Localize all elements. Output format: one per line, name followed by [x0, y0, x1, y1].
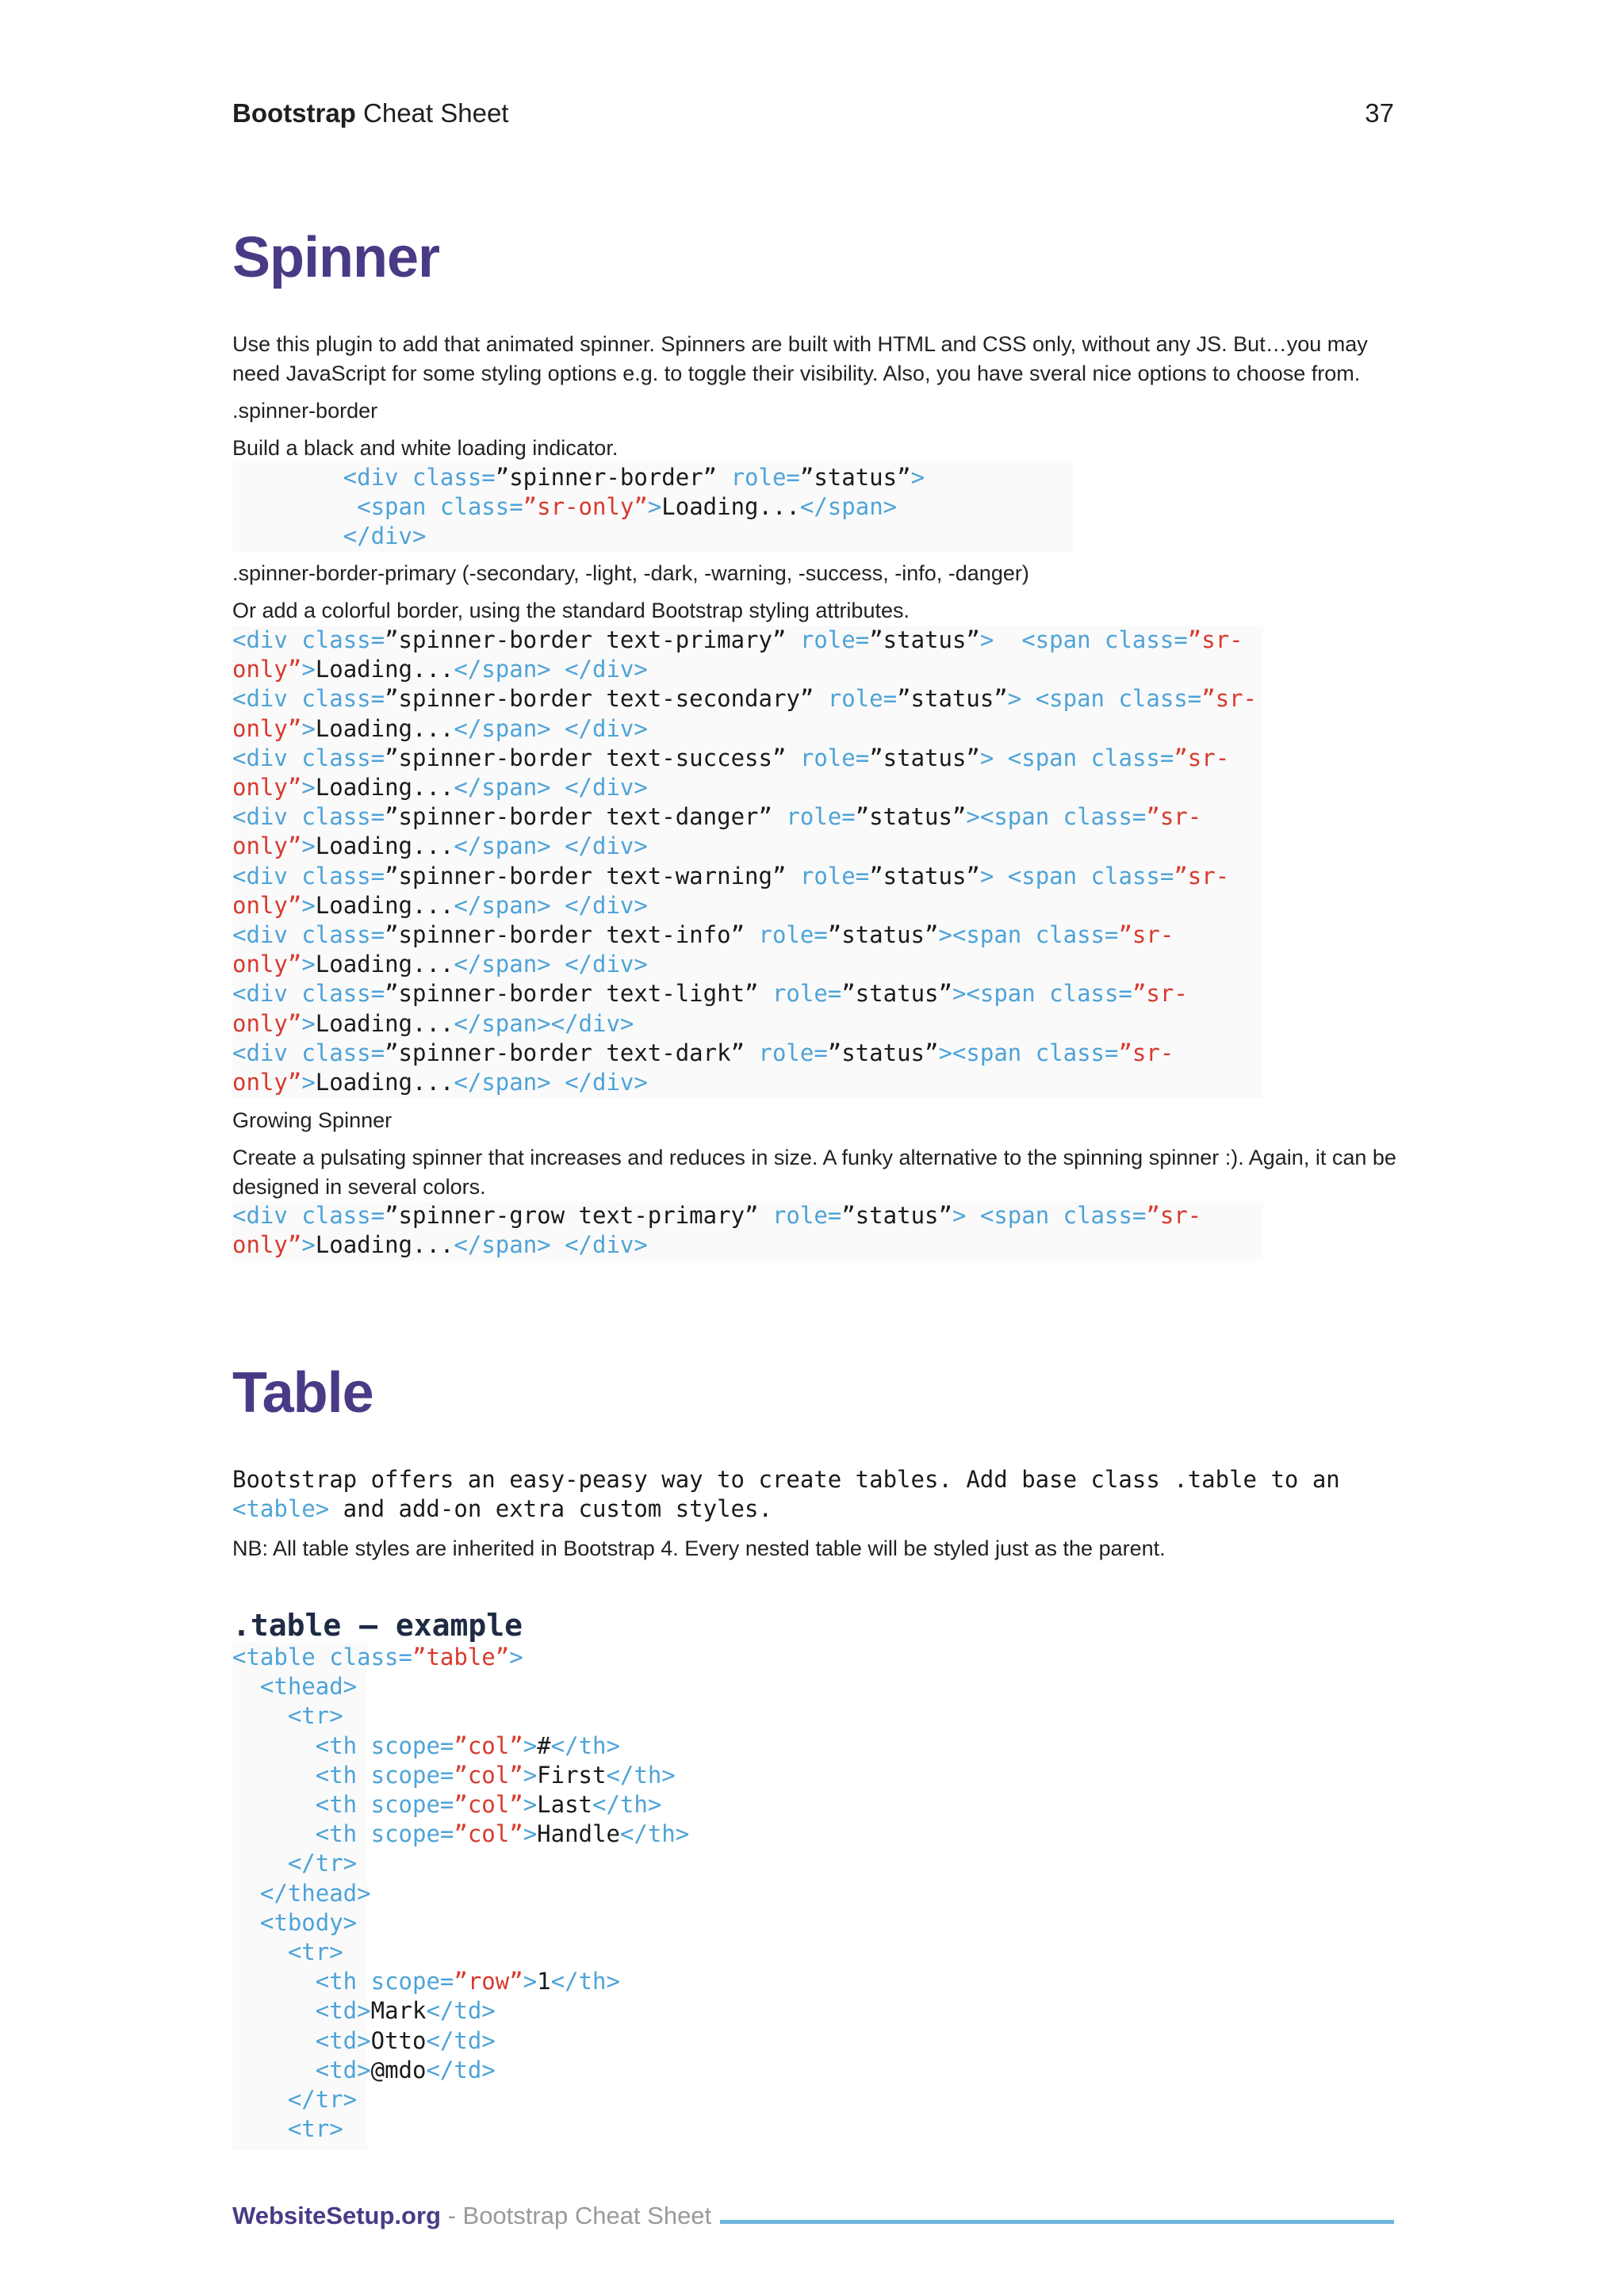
code-token: role=	[772, 1202, 842, 1229]
header-title	[232, 94, 508, 133]
code-token: only”	[232, 891, 302, 919]
spinner-colors-desc: Or add a colorful border, using the standard Bootstrap styling attributes.	[232, 599, 910, 622]
code-token: </tr>	[232, 1850, 358, 1877]
code-token: ><span	[938, 1039, 1036, 1066]
code-token: scope=	[370, 1732, 454, 1759]
code-token: only”	[232, 714, 302, 742]
code-token: ”sr-	[1201, 685, 1258, 713]
code-token: <tr>	[232, 1702, 343, 1730]
code-token: <table	[232, 1644, 330, 1670]
code-token: ><span	[938, 921, 1036, 949]
footer-site	[232, 2196, 711, 2236]
code-token: ”status”	[841, 1202, 952, 1229]
code-token: class=	[301, 744, 385, 771]
code-token: </div>	[232, 522, 427, 550]
code-token: >	[523, 1732, 538, 1759]
code-token: Loading...	[315, 1069, 454, 1096]
code-token: Loading...	[315, 951, 454, 978]
code-token: >	[647, 493, 662, 521]
code-token: >	[301, 832, 316, 860]
code-token: role=	[730, 464, 800, 491]
table-intro-tag: <table>	[232, 1495, 330, 1523]
code-token: ”sr-	[1174, 862, 1230, 890]
code-token: Handle	[537, 1820, 620, 1848]
code-token: class=	[329, 1644, 412, 1670]
code-token: role=	[827, 685, 898, 713]
code-token: ”col”	[454, 1761, 523, 1789]
code-token: scope=	[370, 1820, 454, 1848]
page-number: 37	[1365, 98, 1394, 128]
code-token: ”col”	[454, 1820, 523, 1848]
code-token: > <span	[952, 1202, 1063, 1229]
code-token: only”	[232, 1231, 302, 1259]
code-token: Loading...	[315, 832, 454, 860]
code-token: >	[301, 891, 316, 919]
code-token: >	[523, 1820, 538, 1848]
code-token: Loading...	[315, 656, 454, 683]
code-token: <th	[232, 1820, 371, 1848]
code-token: class=	[301, 862, 385, 890]
code-token: </th>	[606, 1761, 676, 1789]
code-token: </td>	[426, 2056, 496, 2084]
code-token: ><span	[952, 980, 1050, 1008]
code-token: >	[910, 464, 925, 491]
code-token: >	[509, 1644, 523, 1670]
code-token: class=	[301, 685, 385, 713]
code-token: <th	[232, 1791, 371, 1819]
code-token: >	[301, 774, 316, 802]
code-token: <div	[232, 744, 302, 771]
code-token: class=	[1063, 1202, 1147, 1229]
code-token: only”	[232, 1069, 302, 1096]
code-token: only”	[232, 774, 302, 802]
code-token: </span> </div>	[454, 891, 648, 919]
code-token: </th>	[550, 1968, 620, 1996]
code-token: scope=	[370, 1761, 454, 1789]
code-token: >	[301, 714, 316, 742]
code-token: </span> </div>	[454, 656, 648, 683]
code-token: ”col”	[454, 1791, 523, 1819]
code-token: ”sr-	[1132, 980, 1188, 1008]
code-token: class=	[1049, 980, 1132, 1008]
code-token: </td>	[426, 1997, 496, 2025]
footer-rule	[720, 2220, 1394, 2224]
code-token: ”spinner-border text-danger”	[385, 803, 787, 831]
code-token: Loading...	[315, 774, 454, 802]
code-token: </span>	[799, 493, 898, 521]
code-token: <td>	[232, 1997, 371, 2025]
code-token: ”status”	[799, 464, 911, 491]
code-token: <div	[232, 862, 302, 890]
code-token: scope=	[370, 1968, 454, 1996]
code-token: ”spinner-border text-warning”	[385, 862, 800, 890]
code-token: role=	[758, 1039, 828, 1066]
code-token: ”table”	[412, 1644, 510, 1670]
code-token: >	[523, 1968, 538, 1996]
table-example-code	[232, 1643, 689, 2144]
code-token: class=	[301, 803, 385, 831]
header-brand-bold: Bootstrap	[232, 98, 356, 128]
code-token: #	[537, 1732, 551, 1759]
spinner-border-heading: .spinner-border	[232, 399, 378, 423]
code-token: </span></div>	[454, 1009, 634, 1037]
code-token: class=	[1090, 862, 1174, 890]
code-token: </th>	[592, 1791, 662, 1819]
code-token: </td>	[426, 2026, 496, 2054]
code-token: </span> </div>	[454, 714, 648, 742]
code-token: <tr>	[232, 2115, 343, 2143]
code-token: ”status”	[869, 862, 980, 890]
code-token: 1	[537, 1968, 551, 1996]
code-token: class=	[301, 626, 385, 653]
code-token: class=	[1118, 685, 1202, 713]
code-token: <div	[232, 626, 302, 653]
code-token: ”status”	[827, 921, 939, 949]
spinner-intro: Use this plugin to add that animated spinner. Spinners are built with HTML and CSS only, without any JS. But…you may need JavaScript for some styling options e.g. to toggle their visibility. Also, you have sveral nice options to choose from.	[232, 332, 1368, 385]
code-token: class=	[412, 464, 496, 491]
code-token: only”	[232, 951, 302, 978]
code-token: ”spinner-border”	[495, 464, 731, 491]
code-token: ”spinner-border text-success”	[385, 744, 800, 771]
code-token: <div	[232, 803, 302, 831]
code-token: ”sr-	[1118, 1039, 1174, 1066]
code-token: role=	[758, 921, 828, 949]
spinner-border-desc: Build a black and white loading indicator.	[232, 436, 619, 460]
table-note: NB: All table styles are inherited in Bootstrap 4. Every nested table will be styled just as the parent.	[232, 1536, 1166, 1560]
code-token: <tbody>	[232, 1908, 358, 1936]
code-token: role=	[799, 626, 870, 653]
footer-site-name: WebsiteSetup.org	[232, 2202, 441, 2229]
code-token: class=	[1090, 744, 1174, 771]
code-token: class=	[301, 921, 385, 949]
grow-desc: Create a pulsating spinner that increases and reduces in size. A funky alternative to the spinning spinner :). Again, it can be designed in several colors.	[232, 1146, 1396, 1199]
code-token: class=	[301, 980, 385, 1008]
page-footer	[232, 2196, 1394, 2236]
page-header	[232, 94, 1394, 133]
code-token: First	[537, 1761, 607, 1789]
code-token: class=	[1035, 921, 1119, 949]
code-token: role=	[772, 980, 842, 1008]
code-token: role=	[799, 744, 870, 771]
code-token: <div	[232, 685, 302, 713]
code-token: ”status”	[869, 626, 980, 653]
code-token: >	[301, 1009, 316, 1037]
table-intro-part1: Bootstrap offers an easy-peasy way to create tables. Add base class .table to an	[232, 1466, 1340, 1493]
code-token: >	[523, 1761, 538, 1789]
code-token: <div	[232, 921, 302, 949]
code-token: Otto	[370, 2026, 427, 2054]
code-token: ”sr-	[1146, 803, 1202, 831]
code-token: ”spinner-border text-light”	[385, 980, 772, 1008]
code-token: <th	[232, 1761, 371, 1789]
code-token: <div	[232, 1202, 302, 1229]
spinner-colors-code	[232, 626, 1257, 1097]
code-token: >	[301, 951, 316, 978]
code-token: >	[301, 1069, 316, 1096]
code-token: class=	[1035, 1039, 1119, 1066]
spinner-title: Spinner	[232, 226, 440, 289]
code-token: Loading...	[661, 493, 800, 521]
table-intro	[232, 1465, 1340, 1524]
code-token: ”sr-	[1187, 626, 1243, 653]
code-token: scope=	[370, 1791, 454, 1819]
code-token: Loading...	[315, 714, 454, 742]
footer-subtitle: - Bootstrap Cheat Sheet	[440, 2202, 712, 2229]
code-token: ”sr-	[1146, 1202, 1202, 1229]
code-token: ”spinner-grow text-primary”	[385, 1202, 772, 1229]
code-token: ”sr-	[1118, 921, 1174, 949]
table-title: Table	[232, 1361, 373, 1425]
code-token: Mark	[370, 1997, 427, 2025]
code-token: <th	[232, 1732, 371, 1759]
code-token: ”sr-	[1174, 744, 1230, 771]
code-token: <div	[232, 464, 412, 491]
code-token: >	[301, 1231, 316, 1259]
table-example-heading: .table – example	[232, 1608, 523, 1643]
code-token: </span> </div>	[454, 951, 648, 978]
code-token: ”status”	[841, 980, 952, 1008]
code-token: > <span	[979, 744, 1091, 771]
code-token: Loading...	[315, 891, 454, 919]
code-token: > <span	[1007, 685, 1119, 713]
code-token: </span> </div>	[454, 774, 648, 802]
code-token: role=	[786, 803, 856, 831]
code-token: </span> </div>	[454, 1069, 648, 1096]
code-token: Loading...	[315, 1231, 454, 1259]
code-token: class=	[301, 1202, 385, 1229]
code-token: </tr>	[232, 2086, 358, 2114]
code-token: <td>	[232, 2056, 371, 2084]
code-token: > <span	[979, 862, 1091, 890]
code-token: <tr>	[232, 1938, 343, 1966]
code-token: ”spinner-border text-dark”	[385, 1039, 759, 1066]
spinner-border-code	[232, 463, 925, 552]
code-token: ><span	[966, 803, 1063, 831]
code-token: ”status”	[827, 1039, 939, 1066]
code-token: >	[523, 1791, 538, 1819]
code-token: ”status”	[855, 803, 967, 831]
code-token: ”status”	[897, 685, 1008, 713]
code-token: <span	[232, 493, 440, 521]
code-token: only”	[232, 656, 302, 683]
code-token: class=	[1105, 626, 1188, 653]
code-token: ”spinner-border text-primary”	[385, 626, 800, 653]
code-token: class=	[1063, 803, 1147, 831]
code-token: </span> </div>	[454, 1231, 648, 1259]
code-token: <td>	[232, 2026, 371, 2054]
code-token: Last	[537, 1791, 592, 1819]
code-token: </thead>	[232, 1879, 371, 1907]
code-token: ”status”	[869, 744, 980, 771]
spinner-colors-heading: .spinner-border-primary (-secondary, -light, -dark, -warning, -success, -info, -danger)	[232, 561, 1029, 585]
code-token: class=	[439, 493, 523, 521]
code-token: only”	[232, 1009, 302, 1037]
code-token: only”	[232, 832, 302, 860]
code-token: </span> </div>	[454, 832, 648, 860]
code-token: ”col”	[454, 1732, 523, 1759]
code-token: ”spinner-border text-secondary”	[385, 685, 828, 713]
code-token: role=	[799, 862, 870, 890]
code-token: <div	[232, 1039, 302, 1066]
code-token: ”row”	[454, 1968, 523, 1996]
code-token: Loading...	[315, 1009, 454, 1037]
code-token: </th>	[619, 1820, 690, 1848]
code-token: <th	[232, 1968, 371, 1996]
code-token: <thead>	[232, 1673, 358, 1701]
code-token: <div	[232, 980, 302, 1008]
code-token: </th>	[550, 1732, 620, 1759]
grow-heading: Growing Spinner	[232, 1108, 393, 1132]
code-token: @mdo	[370, 2056, 427, 2084]
code-token: > <span	[979, 626, 1105, 653]
table-intro-part2: and add-on extra custom styles.	[329, 1495, 772, 1523]
code-token: ”sr-only”	[523, 493, 648, 521]
code-token: >	[301, 656, 316, 683]
code-token: class=	[301, 1039, 385, 1066]
header-brand-rest: Cheat Sheet	[355, 98, 509, 128]
grow-code	[232, 1201, 1201, 1260]
code-token: ”spinner-border text-info”	[385, 921, 759, 949]
